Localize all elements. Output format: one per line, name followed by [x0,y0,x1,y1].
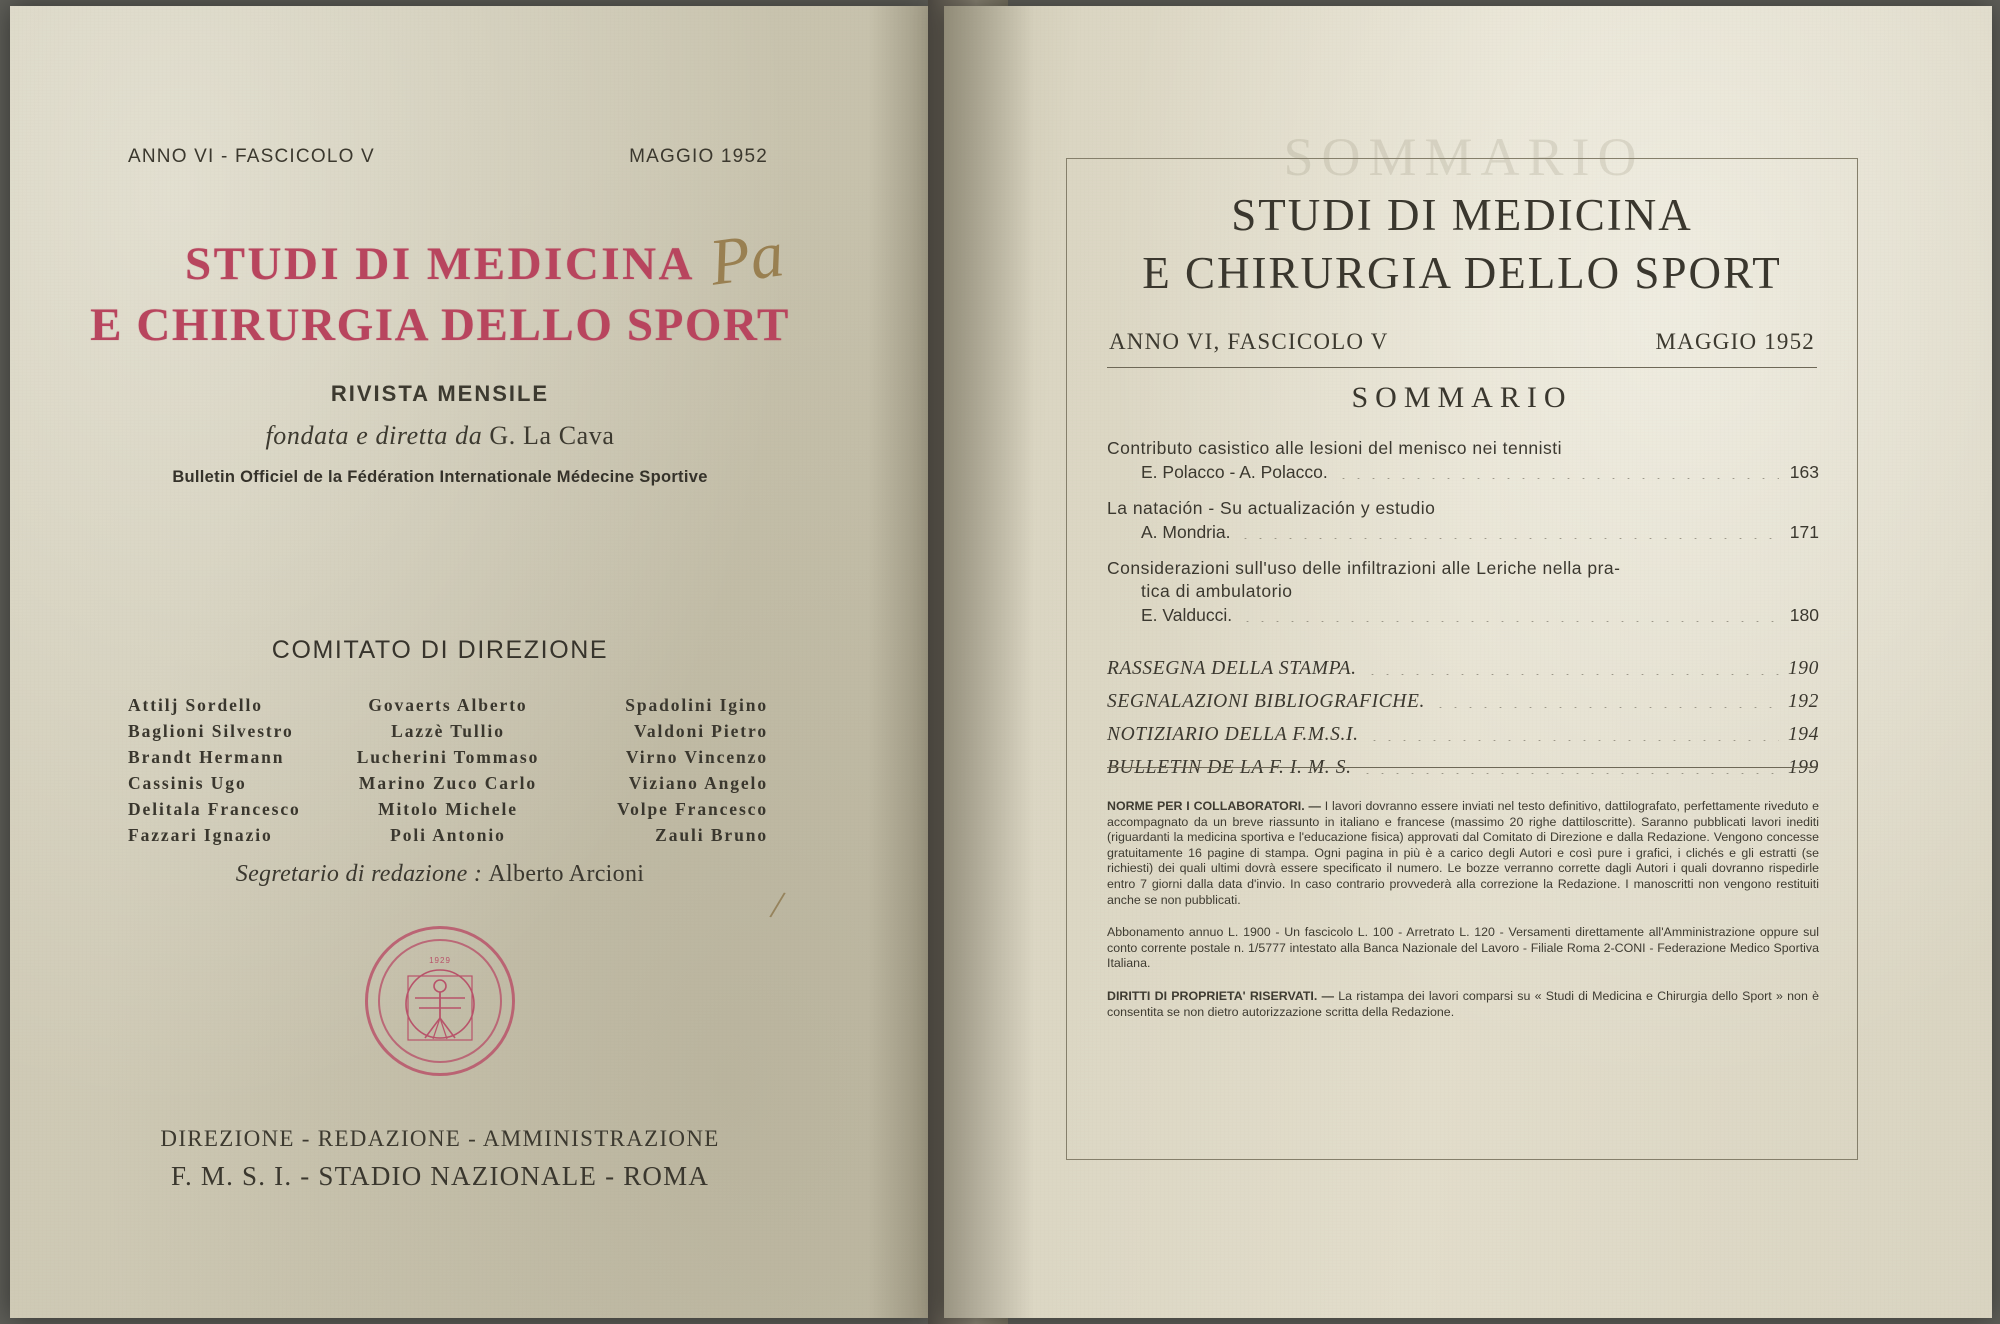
table-of-contents [1107,437,1819,790]
comitato-name: Viziano Angelo [628,773,768,793]
toc-article-title: Contributo casistico alle lesioni del menisco nei tennisti [1107,438,1563,458]
toc-article[interactable] [1107,437,1819,484]
comitato-name: Zauli Bruno [655,825,768,845]
toc-page-number: 194 [1787,724,1819,745]
cover-mese: MAGGIO 1952 [629,146,768,167]
toc-leader-dots [1360,773,1779,774]
comitato-name: Poli Antonio [390,825,506,845]
comitato-name: Marino Zuco Carlo [358,773,538,793]
toc-leader-dots [1238,538,1779,539]
toc-author-line [1107,603,1819,627]
diritti-body: La ristampa dei lavori comparsi su « Studi di Medicina e Chirurgia dello Sport » non è consentita se non dietro autorizzazione scritta della Redazione. [1107,988,1819,1019]
toc-page-number: 171 [1789,522,1819,542]
inside-anno: ANNO VI, FASCICOLO V [1109,329,1389,354]
comitato-name: Valdoni Pietro [633,721,768,741]
cover-issue-header [128,146,768,168]
toc-authors: E. Polacco - A. Polacco. [1141,462,1328,482]
norme-heading: NORME PER I COLLABORATORI. — [1107,799,1325,813]
toc-page-number: 192 [1787,691,1819,712]
toc-page-number: 190 [1787,658,1819,679]
diritti-heading: DIRITTI DI PROPRIETA' RISERVATI. — [1107,988,1339,1003]
toc-leader-dots [1365,674,1779,675]
toc-section-label: RASSEGNA DELLA STAMPA. [1107,658,1357,679]
norme-paragraph [1107,799,1819,908]
comitato-name: Mitolo Michele [378,799,518,819]
cover-anno: ANNO VI - FASCICOLO V [128,146,375,167]
toc-leader-dots [1367,740,1779,741]
divider-top [1107,367,1817,368]
toc-section-label: NOTIZIARIO DELLA F.M.S.I. [1107,724,1359,745]
inside-title [1067,187,1857,302]
emblem-year: 1929 [429,956,451,965]
toc-page-number: 180 [1789,605,1819,625]
toc-spacer [1107,640,1819,658]
diritti-paragraph [1107,989,1819,1020]
toc-section[interactable] [1107,658,1819,680]
toc-page-number: 163 [1789,462,1819,482]
toc-article[interactable] [1107,557,1819,627]
address-line-2: F. M. S. I. - STADIO NAZIONALE - ROMA [170,1161,710,1191]
comitato-name: Volpe Francesco [617,799,768,819]
comitato-heading: COMITATO DI DIREZIONE [271,636,609,664]
comitato-names-grid [128,692,768,848]
segretario-line [10,861,870,888]
comitato-name: Virno Vincenzo [625,747,768,767]
toc-article-title: Considerazioni sull'uso delle infiltrazioni alle Leriche nella pra- [1107,558,1621,578]
toc-leader-dots [1433,707,1779,708]
cover-bulletin-line: Bulletin Officiel de la Fédération Internationale Médecine Sportive [172,468,708,486]
comitato-name: Attilj Sordello [128,695,263,715]
comitato-name: Fazzari Ignazio [128,825,273,845]
toc-author-line [1107,520,1819,544]
address-line-1: DIREZIONE - REDAZIONE - AMMINISTRAZIONE [160,1126,720,1151]
comitato-name: Lazzè Tullio [391,721,505,741]
segretario-name: Alberto Arcioni [488,861,645,887]
inside-mese: MAGGIO 1952 [1655,329,1815,354]
fmsi-emblem [365,926,515,1076]
norme-body: I lavori dovranno essere inviati nel testo definitivo, dattilografato, perfettamente riveduto e accompagnato da un breve riassunto in italiano e francese (massimo 20 righe dattiloscritte). Saranno pubblicati lavori inediti (riguardanti la medicina sportiva e l'educazione fisica) approvati dal Comitato di Direzione e dalla Redazione. Vengono concesse gratuitamente 16 pagine di stampa. Ogni pagina in più è a carico degli Autori e così pure i grafici, i clichés e gli estratti (se richiesti) dei quali ultimi dovrà essere specificato il numero. Le bozze verranno corrette dagli Autori i quali dovranno rispedirle entro 7 giorni dalla data d'invio. In caso contrario provvederà alla correzione la Redazione. I manoscritti non vengono restituiti anche se non pubblicati. [1107,799,1819,907]
handwritten-mark-secondary: / [767,881,788,928]
toc-article-title-cont: tica di ambulatorio [1141,581,1293,601]
comitato-name: Govaerts Alberto [368,695,528,715]
cover-subtitle-periodicity: RIVISTA MENSILE [330,381,550,406]
segretario-label: Segretario di redazione : [235,861,489,887]
comitato-name: Spadolini Igino [625,695,768,715]
toc-leader-dots [1240,621,1779,622]
sommario-heading: SOMMARIO [1351,381,1573,414]
cover-page [10,6,928,1318]
cover-subtitle-founder [10,421,870,451]
inside-title-line2: E CHIRURGIA DELLO SPORT [1142,247,1782,298]
toc-article-title: La natación - Su actualización y estudio [1107,498,1436,518]
comitato-name: Lucherini Tommaso [356,747,540,767]
toc-article[interactable] [1107,497,1819,544]
toc-section[interactable] [1107,724,1819,746]
handwritten-annotation: Pa [705,217,788,300]
toc-page-number: 199 [1787,757,1819,778]
cover-title-line1: STUDI DI MEDICINA [185,238,695,290]
contents-page [944,6,1992,1318]
editorial-notes [1107,799,1819,1037]
contents-frame [1066,158,1858,1160]
comitato-name: Cassinis Ugo [128,773,247,793]
founder-name: G. La Cava [489,421,615,450]
founder-prefix: fondata e diretta da [265,421,490,450]
bleed-ghost-title: SOMMARIO [1283,127,1645,187]
toc-section-label: SEGNALAZIONI BIBLIOGRAFICHE. [1107,691,1425,712]
toc-section[interactable] [1107,691,1819,713]
toc-section-label: BULLETIN DE LA F. I. M. S. [1107,757,1352,778]
comitato-name: Brandt Hermann [128,747,285,767]
inside-issue-header [1109,329,1815,355]
comitato-name: Delitala Francesco [128,799,301,819]
abbonamento-paragraph: Abbonamento annuo L. 1900 - Un fascicolo L. 100 - Arretrato L. 120 - Versamenti direttamente all'Amministrazione oppure sul conto corrente postale n. 1/5777 intestato alla Banca Nazionale del Lavoro - Filiale Roma 2-CONI - Federazione Medico Sportiva Italiana. [1107,925,1819,971]
toc-authors: E. Valducci. [1141,605,1233,625]
divider-middle [1107,767,1817,768]
inside-title-line1: STUDI DI MEDICINA [1231,190,1693,240]
comitato-name: Baglioni Silvestro [128,721,294,741]
cover-title-line2: E CHIRURGIA DELLO SPORT [90,299,790,352]
toc-authors: A. Mondria. [1141,522,1231,542]
toc-author-line [1107,460,1819,484]
toc-section[interactable] [1107,757,1819,779]
toc-leader-dots [1336,478,1779,479]
